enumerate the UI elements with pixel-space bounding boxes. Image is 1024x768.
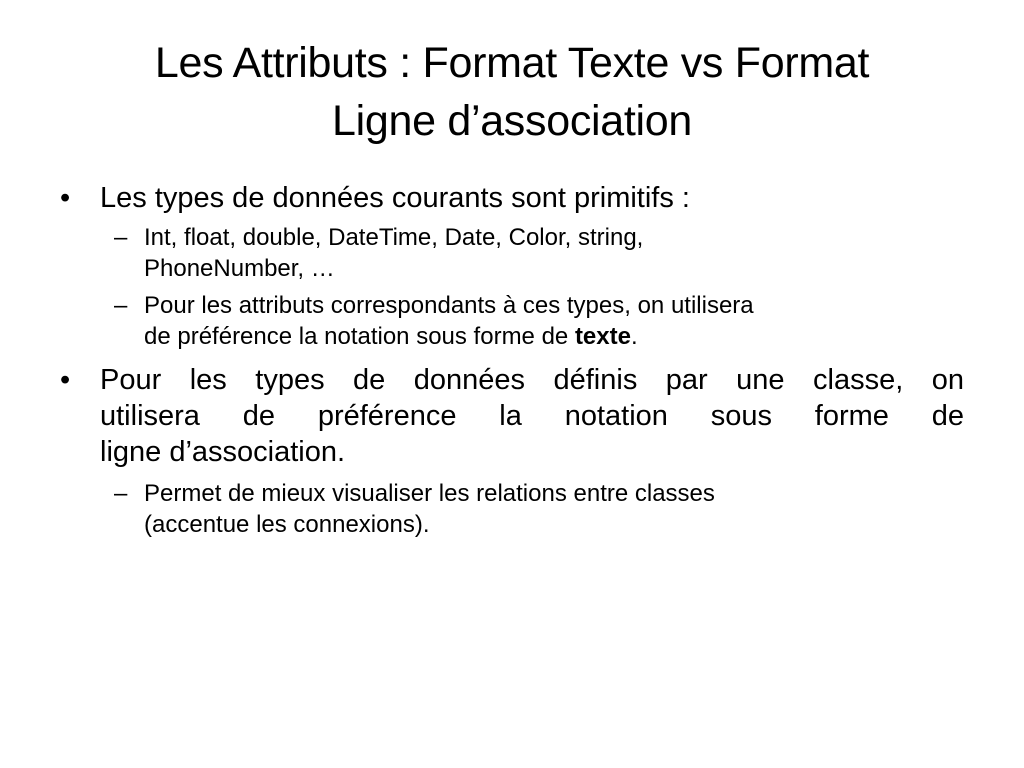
bullet-text-line-1: Pour les types de données définis par une classe, on <box>100 364 964 396</box>
emphasis-texte: texte <box>574 323 631 350</box>
sub-bullet-text-before: de préférence la notation sous forme de <box>144 323 575 350</box>
slide-title-line-2: Ligne d’association <box>331 97 693 145</box>
sub-bullet-text-line-2: (accentue les connexions). <box>144 511 430 538</box>
bullet-marker: • <box>60 364 71 396</box>
sub-bullet-text-after: . <box>630 323 638 350</box>
sub-bullet-text-line-1: Permet de mieux visualiser les relations entre classes <box>144 480 715 507</box>
sub-bullet-text-line-1: Pour les attributs correspondants à ces types, on utilisera <box>144 292 754 319</box>
sub-bullet-text-line-1: Int, float, double, DateTime, Date, Color, string, <box>144 224 644 251</box>
sub-bullet-text-line-2 <box>144 321 964 352</box>
sub-bullet-item-2-1 <box>114 478 964 540</box>
sub-bullet-text-line-2: PhoneNumber, … <box>144 255 335 282</box>
slide-title-line-1: Les Attributs : Format Texte vs Format <box>154 39 870 87</box>
sub-bullet-item-1-1 <box>114 222 964 284</box>
bullet-text: Les types de données courants sont primitifs : <box>100 182 690 214</box>
dash-marker: – <box>114 292 128 319</box>
slide-title <box>60 34 964 150</box>
slide-body <box>58 180 964 546</box>
bullet-item-1 <box>58 180 964 216</box>
bullet-marker: • <box>60 182 71 214</box>
dash-marker: – <box>114 480 128 507</box>
sub-bullet-item-1-2 <box>114 290 964 352</box>
bullet-item-2 <box>58 362 964 470</box>
bullet-text-line-2: utilisera de préférence la notation sous forme de <box>100 400 964 432</box>
bullet-text-line-3: ligne d’association. <box>100 436 346 468</box>
dash-marker: – <box>114 224 128 251</box>
